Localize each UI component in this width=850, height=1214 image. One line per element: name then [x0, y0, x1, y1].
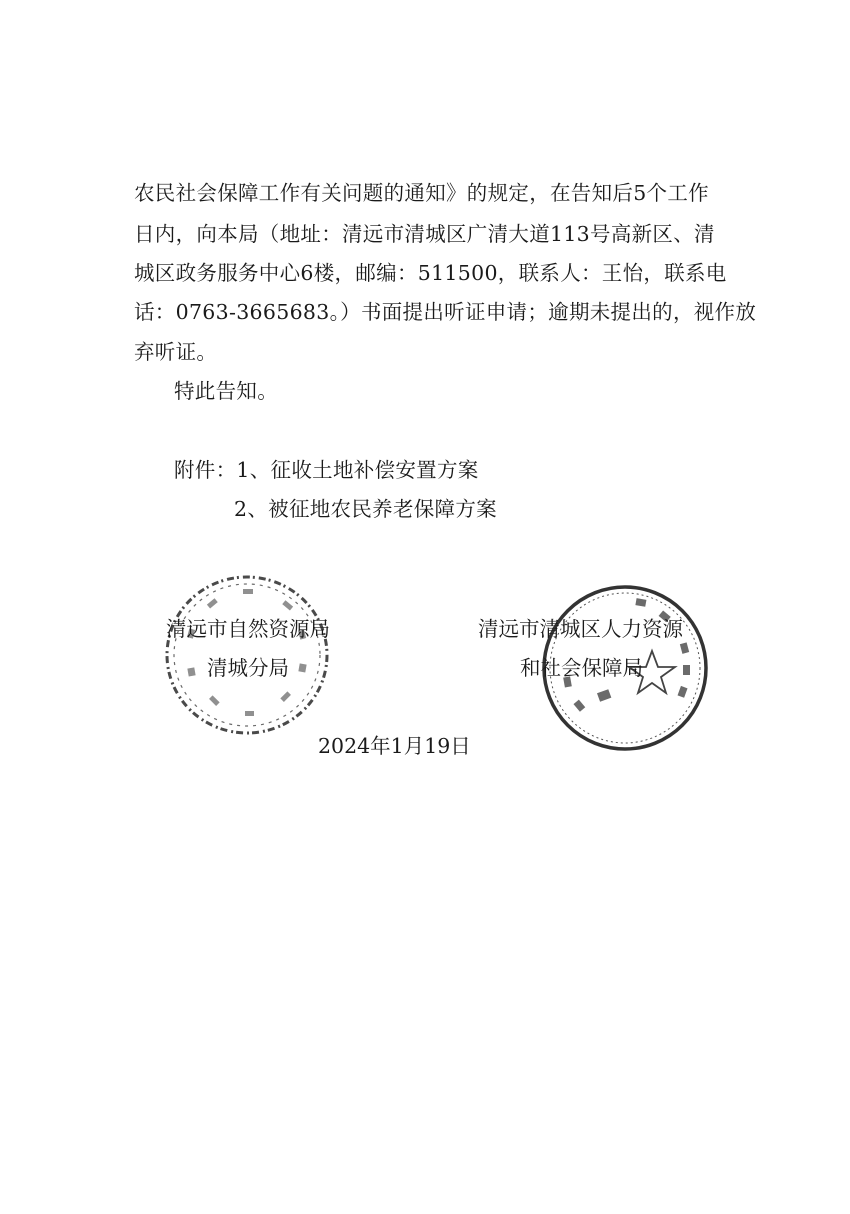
body-line-5: 弃听证。 — [134, 340, 218, 364]
body-line-2: 日内，向本局（地址：清远市清城区广清大道113号高新区、清 — [134, 222, 715, 246]
right-signature-line-1: 清远市清城区人力资源 — [478, 617, 683, 641]
closing-text: 特此告知。 — [174, 379, 278, 403]
issue-date: 2024年1月19日 — [318, 734, 471, 758]
attachment-line-1 — [174, 455, 479, 485]
body-line-4: 话：0763-3665683。）书面提出听证申请；逾期未提出的，视作放 — [134, 300, 757, 324]
attachment-item-2: 2、被征地农民养老保障方案 — [234, 497, 497, 521]
right-signature-line-2: 和社会保障局 — [520, 656, 643, 680]
left-signature-line-1: 清远市自然资源局 — [166, 617, 330, 641]
body-line-1: 农民社会保障工作有关问题的通知》的规定，在告知后5个工作 — [134, 181, 709, 205]
attachment-item-1: 1、征收土地补偿安置方案 — [236, 458, 479, 482]
body-line-3: 城区政务服务中心6楼，邮编：511500，联系人：王怡，联系电 — [134, 261, 727, 285]
left-signature-line-2: 清城分局 — [207, 656, 289, 680]
attachment-prefix: 附件： — [174, 458, 237, 482]
